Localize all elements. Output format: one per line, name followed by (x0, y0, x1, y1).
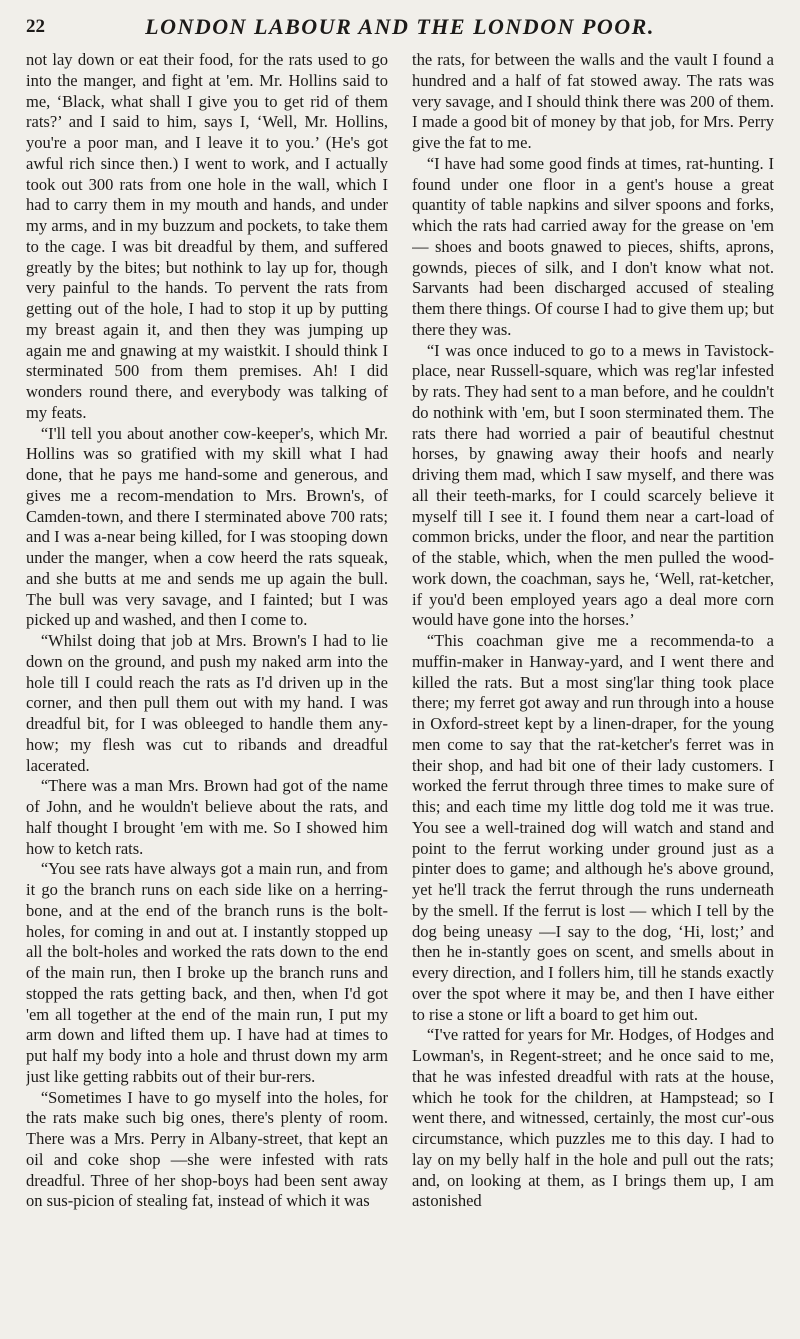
paragraph: “Sometimes I have to go myself into the holes, for the rats make such big ones, there's plenty of room. There was a Mrs. Perry in Albany-street, that kept an oil and coke shop —she were infested with rats dreadful. Three of her shop-boys had been sent away on sus-picion of stealing fat, instead of which it was (26, 1087, 388, 1211)
left-column (26, 50, 388, 1330)
page-number: 22 (26, 16, 45, 37)
page-header (26, 12, 774, 42)
text-columns (26, 50, 774, 1330)
paragraph: the rats, for between the walls and the vault I found a hundred and a half of fat stowed away. The rats was very savage, and I should think there was 200 of them. I made a good bit of money by that job, for Mrs. Perry give the fat to me. (412, 50, 774, 152)
running-title: LONDON LABOUR AND THE LONDON POOR. (145, 14, 655, 39)
paragraph: “I was once induced to go to a mews in Tavistock-place, near Russell-square, which was reg'lar infested by rats. They had sent to a man before, and he couldn't do nothink with 'em, but I soon sterminated them. The rats there had worried a pair of beautiful chestnut horses, by gnawing away their hoofs and nearly driving them mad, which I saw myself, and there was all their teeth-marks, for I could scarcely believe it myself till I see it. I found them near a cart-load of common bricks, under the floor, and near the partition of the stable, which, when the men pulled the wood-work down, the coachman, says he, ‘Well, rat-ketcher, if you'd been employed years ago a deal more corn would have gone into the horses.’ (412, 340, 774, 630)
paragraph: “There was a man Mrs. Brown had got of the name of John, and he wouldn't believe about the rats, and half thought I brought 'em with me. So I showed him how to ketch rats. (26, 776, 388, 858)
paragraph: “This coachman give me a recommenda-to a muffin-maker in Hanway-yard, and I went there and killed the rats. But a most sing'lar thing took place there; my ferret got away and run through into a house in Oxford-street kept by a linen-draper, for the young men come to say that the rat-ketcher's ferret was in their shop, and had bit one of their lady customers. I worked the ferrut through three times to make sure of this; and each time my little dog told me it was true. You see a well-trained dog will watch and stand and point to the ferrut working under ground just as a pinter does to game; and although he's above ground, yet he'll track the ferrut through the runs underneath by the smell. If the ferrut is lost — which I tell by the dog being uneasy —I say to the dog, ‘Hi, lost;’ and then he in-stantly goes on scent, and smells about in every direction, and I follers him, till he stands exactly over the spot where it may be, and then I have either to rise a stone or lift a board to get him out. (412, 631, 774, 1024)
paragraph: “Whilst doing that job at Mrs. Brown's I had to lie down on the ground, and push my naked arm into the hole till I could reach the rats as I'd driven up in the corner, and then pull them out with my hand. I was dreadful bit, for I was obleeged to handle them any-how; my flesh was cut to ribands and dreadful lacerated. (26, 631, 388, 775)
paragraph: “I have had some good finds at times, rat-hunting. I found under one floor in a gent's house a great quantity of table napkins and silver spoons and forks, which the rats had carried away for the grease on 'em — shoes and boots gnawed to pieces, shifts, aprons, gownds, pieces of silk, and I don't know what not. Sarvants had been discharged accused of stealing them there things. Of course I had to give them up; but there they was. (412, 153, 774, 339)
right-column (412, 50, 774, 1330)
paragraph: not lay down or eat their food, for the rats used to go into the manger, and fight at 'em. Mr. Hollins said to me, ‘Black, what shall I give you to get rid of them rats?’ and I said to him, says I, ‘Well, Mr. Hollins, you're a poor man, and I leave it to you.’ (He's got awful rich since then.) I went to work, and I actually took out 300 rats from one hole in the wall, which I had to carry them in my mouth and hands, and under my arms, and in my buzzum and pockets, to take them to the cage. I was bit dreadful by them, and suffered greatly by the bites; but nothink to lay up for, though very painful to the hands. To pervent the rats from getting out of the hole, I had to stop it up by putting my breast again it, and then they was jumping up again me and gnawing at my waistkit. I should think I sterminated 500 from them premises. Ah! I did wonders round there, and everybody was talking of my feats. (26, 50, 388, 422)
paragraph: “You see rats have always got a main run, and from it go the branch runs on each side like on a herring-bone, and at the end of the branch runs is the bolt-holes, for coming in and out at. I instantly stopped up all the bolt-holes and worked the rats down to the end of the main run, then I broke up the branch runs and stopped the rats getting back, and then, when I'd got 'em all together at the end of the main run, I put my arm down and lifted them up. I have had at times to put half my body into a hole and thrust down my arm just like getting rabbits out of their bur-rers. (26, 859, 388, 1086)
paragraph: “I've ratted for years for Mr. Hodges, of Hodges and Lowman's, in Regent-street; and he once said to me, that he was infested dreadful with rats at the house, which he took for the children, at Hampstead; so I went there, and witnessed, certainly, the most cur'-ous circumstance, which puzzles me to this day. I had to lay on my belly half in the hole and pull out the rats; and, on looking at them, as I brings them up, I am astonished (412, 1025, 774, 1211)
paragraph: “I'll tell you about another cow-keeper's, which Mr. Hollins was so gratified with my skill what I had done, that he pays me hand-some and generous, and gives me a recom-mendation to Mrs. Brown's, of Camden-town, and there I sterminated above 700 rats; and I was a-near being killed, for I was stooping down under the manger, when a cow heerd the rats squeak, and she butts at me and sends me up again the bull. The bull was very savage, and I fainted; but I was picked up and washed, and then I come to. (26, 423, 388, 630)
